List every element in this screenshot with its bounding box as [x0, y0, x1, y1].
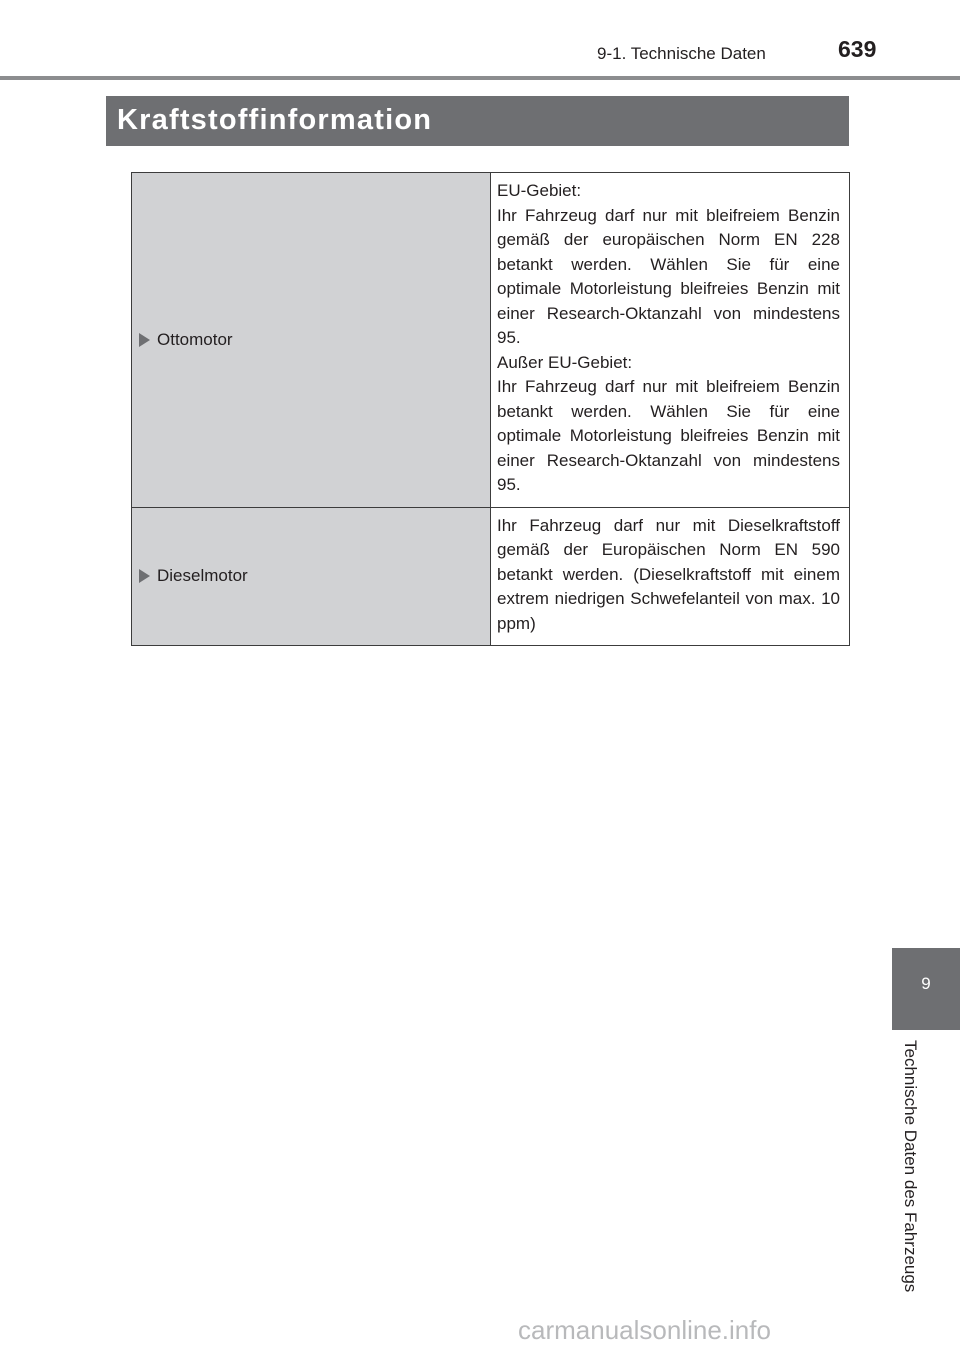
fuel-info-table	[131, 172, 850, 646]
header-divider	[0, 76, 960, 80]
page-title: Kraftstoffinformation	[117, 104, 433, 136]
engine-label-cell	[132, 173, 491, 508]
page-header	[0, 0, 960, 80]
fuel-description-cell	[491, 173, 850, 508]
engine-label: Dieselmotor	[157, 566, 248, 586]
page-number: 639	[838, 36, 877, 62]
fuel-description: Ihr Fahrzeug darf nur mit Dieselkraftstoff gemäß der Europäischen Norm EN 590 betankt werden. (Dieselkraftstoff mit einem extrem niedrigen Schwefelanteil von max. 10 ppm)	[497, 515, 840, 633]
fuel-description-cell	[491, 507, 850, 646]
region-heading: EU-Gebiet:	[497, 181, 582, 200]
section-label: 9-1. Technische Daten	[597, 44, 766, 63]
triangle-right-icon	[139, 569, 150, 583]
region-heading: Außer EU-Gebiet:	[497, 352, 633, 372]
chapter-tab	[892, 948, 960, 1030]
triangle-right-icon	[139, 333, 150, 347]
chapter-side-label	[898, 1040, 920, 1310]
chapter-number: 9	[921, 974, 931, 993]
watermark: carmanualsonline.info	[518, 1315, 771, 1345]
fuel-description: Ihr Fahrzeug darf nur mit bleifreiem Benzin gemäß der europäischen Norm EN 228 betankt werden. Wählen Sie für eine optimale Motorleistung bleifreies Benzin mit einer Research-Oktanzahl von mindestens 95.	[497, 205, 840, 347]
chapter-title: Technische Daten des Fahrzeugs	[901, 1040, 920, 1293]
table-row	[132, 173, 850, 508]
engine-label: Ottomotor	[157, 329, 233, 349]
title-banner	[106, 96, 849, 146]
fuel-description: Ihr Fahrzeug darf nur mit bleifreiem Benzin betankt werden. Wählen Sie für eine optimale Motorleistung bleifreies Benzin mit einer Research-Oktanzahl von mindestens 95.	[497, 377, 840, 494]
engine-label-cell	[132, 507, 491, 646]
table-row	[132, 507, 850, 646]
